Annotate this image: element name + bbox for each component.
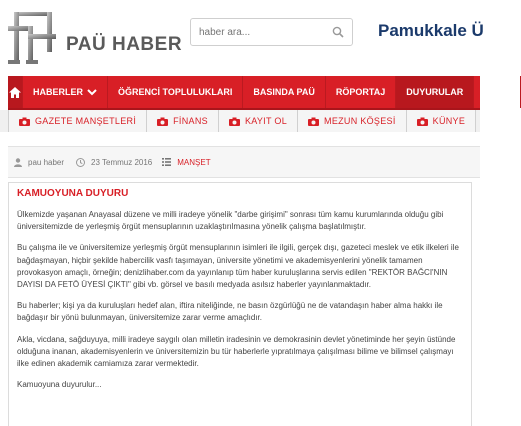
subnav-label: FİNANS: [173, 116, 208, 126]
nav-item-label: HABE: [484, 87, 510, 97]
subnav-mezun-kosesi[interactable]: [298, 110, 407, 132]
main-navigation: [8, 76, 510, 110]
post-meta: [8, 146, 480, 178]
camera-icon: [308, 117, 319, 126]
nav-haberler[interactable]: [23, 76, 108, 108]
post-category[interactable]: MANŞET: [177, 157, 211, 167]
camera-icon: [19, 117, 30, 126]
nav-home[interactable]: [8, 76, 23, 108]
nav-item-label: RÖPORTAJ: [335, 87, 386, 97]
article-paragraph: Kamuoyuna duyurulur...: [17, 380, 102, 390]
site-header: [0, 0, 484, 76]
nav-duyurular[interactable]: [396, 76, 474, 108]
search-box[interactable]: [190, 18, 353, 46]
nav-basinda-pau[interactable]: [243, 76, 326, 108]
subnav-label: GAZETE MANŞETLERİ: [35, 116, 137, 126]
article-paragraph: Bu haberler; kişi ya da kuruluşları hedef alan, iftira niteliğinde, ne basın özgürlüğü ne de vatandaşın haber alma hakkı ile bağdaşır bir yönü bulunmayan, üniversitemize zarar verme amaçlıdır.: [17, 301, 443, 323]
nav-item-label: ÖĞRENCİ TOPLULUKLARI: [118, 87, 233, 97]
nav-haberler-label: HABERLER: [33, 87, 84, 97]
subnav-label: MEZUN KÖŞESİ: [324, 116, 396, 126]
article-paragraph: Bu çalışma ile ve üniversitemize yerleşmiş örgüt mensuplarının isimleri ile ilgili, gerçek dışı, gazeteci meslek ve etik ilkeleri ile bağdaşmayan, hiçbir şekilde habercilik vasfı taşımayan, üniversite yönetimi ve akademisyenlerini yönelik tamamen provokasyon amaçlı, örneğin; denizlihaber.com da yayınlanıp tüm haber kuruluşlarına servis edilen "REKTÖR BAĞCI'NIN DAYISI DA FETÖ ÜYESİ ÇIKTI" gibi vb. görsel ve basılı medyada asılsız haberler yayınlanmaktadır.: [17, 243, 459, 290]
camera-icon: [157, 117, 168, 126]
list-icon: [162, 158, 171, 166]
subnav-label: KAYIT OL: [244, 116, 288, 126]
main-content: [0, 132, 480, 426]
article-paragraph: Akla, vicdana, sağduyuya, milli iradeye saygılı olan milletin iradesinin ve demokrasinin devlet yönetiminde her şeyin üstünde olduğuna inanan, akademisyenlerin ve üniversitemizin bu tür haberlerle yıpratılmaya çalışılması bilime ve bilimsel çalışmayı ilke edinen akademik camiamıza zarar vermektedir.: [17, 334, 456, 369]
nav-haber-more[interactable]: [474, 76, 521, 108]
chevron-down-icon: [87, 88, 97, 96]
search-input[interactable]: [191, 27, 321, 38]
article-title: KAMUOYUNA DUYURU: [17, 188, 129, 199]
clock-icon: [76, 158, 85, 167]
article-paragraph: Ülkemizde yaşanan Anayasal düzene ve milli iradeye yönelik "darbe girişimi" sonrası tüm kamu kurumlarında olduğu gibi üniversitemizde de yerleşmiş örgüt mensuplarının uzaklaştırılmasına yönelik çalışma başlatılmıştır.: [17, 210, 444, 232]
article-body: [8, 182, 472, 426]
nav-item-label: DUYURULAR: [406, 87, 464, 97]
site-title[interactable]: PAÜ HABER: [66, 34, 183, 55]
post-author[interactable]: pau haber: [28, 157, 65, 167]
home-icon: [8, 86, 22, 99]
pau-logo[interactable]: [6, 6, 61, 68]
subnav-kunye[interactable]: [407, 110, 477, 132]
nav-ogrenci-topluluklari[interactable]: [108, 76, 243, 108]
user-icon: [14, 158, 22, 167]
subnav-gazete-mansetleri[interactable]: [8, 110, 147, 132]
university-name: Pamukkale Ü: [378, 21, 484, 40]
nav-roportaj[interactable]: [326, 76, 396, 108]
post-date: 23 Temmuz 2016: [91, 157, 153, 167]
camera-icon: [417, 117, 428, 126]
search-icon[interactable]: [332, 26, 344, 38]
subnav-finans[interactable]: [147, 110, 219, 132]
subnav-kayit-ol[interactable]: [219, 110, 298, 132]
nav-item-label: BASINDA PAÜ: [253, 87, 315, 97]
secondary-navigation: [0, 110, 480, 132]
camera-icon: [229, 117, 240, 126]
subnav-label: KÜNYE: [432, 116, 466, 126]
